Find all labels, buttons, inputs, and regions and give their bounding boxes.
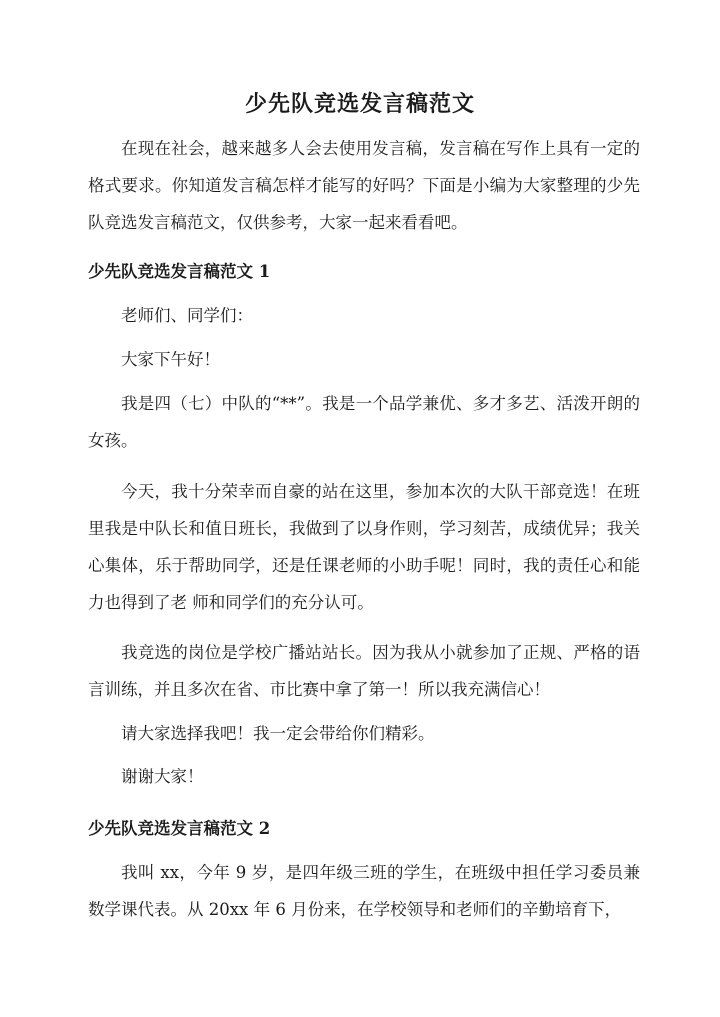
section-1-heading: 少先队竞选发言稿范文 1 xyxy=(88,262,271,281)
section-1-paragraph: 请大家选择我吧！我一定会带给你们精彩。 xyxy=(121,724,435,743)
document-title: 少先队竞选发言稿范文 xyxy=(244,91,475,117)
section-1-paragraph: 我竞选的岗位是学校广播站站长。因为我从小就参加了正规、严格的语言训练，并且多次在省、市比赛中拿了第一！所以我充满信心！ xyxy=(88,643,640,699)
section-1-paragraph: 大家下午好！ xyxy=(121,350,220,369)
intro-paragraph: 在现在社会，越来越多人会去使用发言稿，发言稿在写作上具有一定的格式要求。你知道发言稿怎样才能写的好吗？下面是小编为大家整理的少先队竞选发言稿范文，仅供参考，大家一起来看看吧。 xyxy=(88,139,640,232)
section-1-paragraph: 今天，我十分荣幸而自豪的站在这里，参加本次的大队干部竞选！在班里我是中队长和值日班长，我做到了以身作则，学习刻苦，成绩优异；我关心集体，乐于帮助同学，还是任课老师的小助手呢！同时，我的责任心和能力也得到了老 师和同学们的充分认可。 xyxy=(88,482,640,612)
section-2-heading: 少先队竞选发言稿范文 2 xyxy=(88,819,271,838)
section-1-paragraph: 老师们、同学们： xyxy=(121,306,253,325)
section-1-paragraph: 谢谢大家！ xyxy=(121,767,204,786)
section-1-paragraph: 我是四（七）中队的“**”。我是一个品学兼优、多才多艺、活泼开朗的女孩。 xyxy=(88,394,640,450)
section-2-paragraph: 我叫 xx，今年 9 岁，是四年级三班的学生，在班级中担任学习委员兼数学课代表。从 20xx 年 6 月份来，在学校领导和老师们的辛勤培育下， xyxy=(88,863,640,919)
